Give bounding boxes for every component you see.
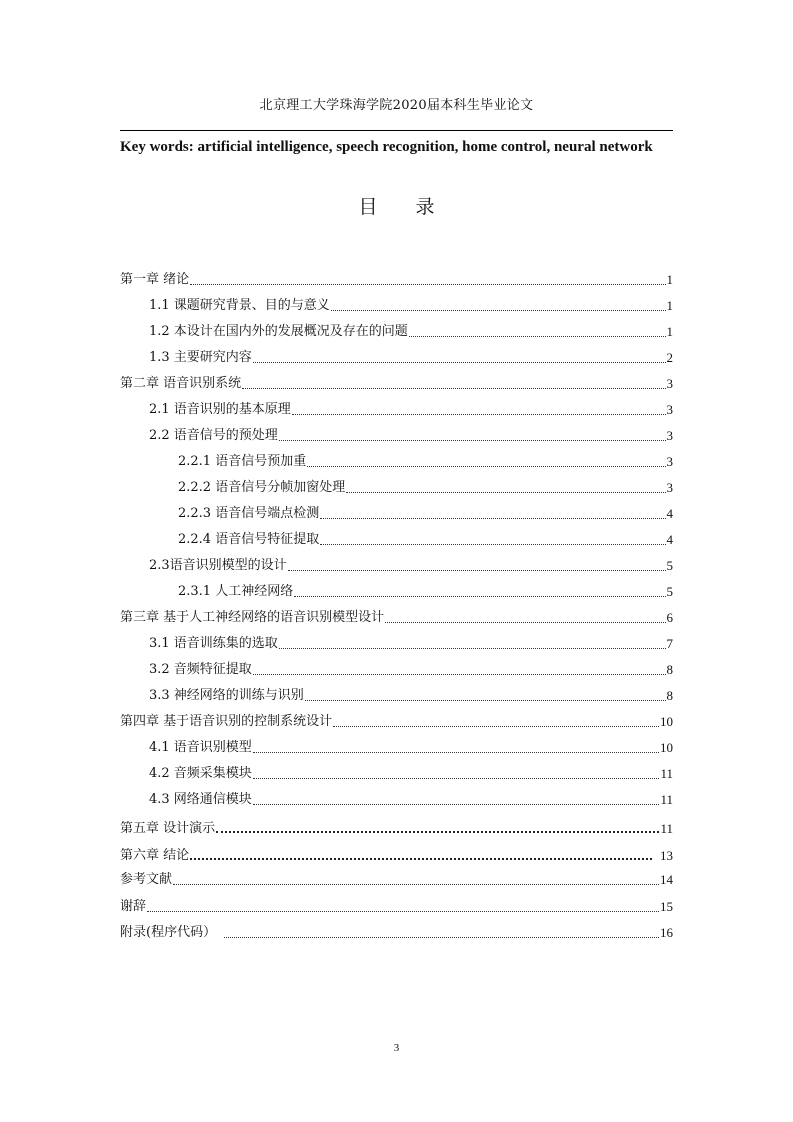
toc-entry-label: 4.1 语音识别模型 xyxy=(149,740,252,755)
toc-entry[interactable] xyxy=(178,476,673,496)
toc-entry-page: 1 xyxy=(666,324,673,339)
toc-entry-label: 2.2.4 语音信号特征提取 xyxy=(178,532,320,547)
toc-entry-page: 3 xyxy=(666,376,673,391)
toc-leader-dots xyxy=(242,387,665,389)
toc-entry-page: 13 xyxy=(660,848,673,863)
toc-entry-page: 11 xyxy=(660,821,673,836)
toc-leader-dots xyxy=(279,647,666,649)
toc-entry[interactable] xyxy=(120,268,673,288)
toc-entry[interactable] xyxy=(178,580,673,600)
toc-entry-page: 16 xyxy=(660,925,673,940)
toc-entry-page: 10 xyxy=(660,714,673,729)
toc-entry-page: 6 xyxy=(666,610,673,625)
toc-entry-label: 第一章 绪论 xyxy=(120,272,190,287)
toc-entry-label: 4.3 网络通信模块 xyxy=(149,792,252,807)
toc-entry-page: 11 xyxy=(660,792,673,807)
toc-entry-page: 11 xyxy=(660,766,673,781)
toc-leader-dots xyxy=(190,857,652,860)
toc-entry-page: 5 xyxy=(666,584,673,599)
toc-entry-page: 2 xyxy=(666,350,673,365)
toc-entry-page: 8 xyxy=(666,688,673,703)
toc-entry[interactable] xyxy=(149,294,673,314)
toc-entry-label: 3.3 神经网络的训练与识别 xyxy=(149,688,304,703)
toc-entry-page: 3 xyxy=(666,480,673,495)
toc-entry-label: 3.1 语音训练集的选取 xyxy=(149,636,278,651)
toc-leader-dots xyxy=(253,803,660,805)
toc-entry-label: 2.3语音识别模型的设计 xyxy=(149,558,287,573)
toc-leader-dots xyxy=(147,910,659,912)
toc-entry-page: 10 xyxy=(660,740,673,755)
toc-entry-label: 第五章 设计演示 xyxy=(120,821,216,836)
toc-leader-dots xyxy=(320,543,665,545)
toc-entry[interactable] xyxy=(120,844,673,864)
toc-entry-label: 附录(程序代码） xyxy=(120,925,217,940)
toc-leader-dots xyxy=(292,413,666,415)
toc-entry[interactable] xyxy=(120,817,673,837)
toc-entry-label: 第四章 基于语音识别的控制系统设计 xyxy=(120,714,333,729)
toc-entry-label: 第二章 语音识别系统 xyxy=(120,376,242,391)
toc-entry-page: 15 xyxy=(660,899,673,914)
toc-entry-label: 2.2.2 语音信号分帧加窗处理 xyxy=(178,480,346,495)
toc-entry-label: 2.2 语音信号的预处理 xyxy=(149,428,278,443)
toc-leader-dots xyxy=(253,673,666,675)
toc-entry[interactable] xyxy=(120,868,673,888)
toc-entry-label: 1.2 本设计在国内外的发展概况及存在的问题 xyxy=(149,324,408,339)
toc-entry-page: 1 xyxy=(666,298,673,313)
page-header-title: 北京理工大学珠海学院2020届本科生毕业论文 xyxy=(259,98,534,113)
toc-entry-page: 7 xyxy=(666,636,673,651)
toc-entry[interactable] xyxy=(149,788,673,808)
toc-entry-page: 4 xyxy=(666,506,673,521)
toc-entry-label: 2.1 语音识别的基本原理 xyxy=(149,402,291,417)
toc-entry[interactable] xyxy=(120,895,673,915)
toc-entry-page: 3 xyxy=(666,454,673,469)
toc-entry-page: 14 xyxy=(660,872,673,887)
toc-entry[interactable] xyxy=(178,450,673,470)
toc-entry-label: 第六章 结论 xyxy=(120,848,190,863)
toc-leader-dots xyxy=(253,777,660,779)
toc-leader-dots xyxy=(409,335,666,337)
page-number: 3 xyxy=(393,1042,400,1054)
toc-entry-label: 第三章 基于人工神经网络的语音识别模型设计 xyxy=(120,610,385,625)
toc-leader-dots xyxy=(305,699,666,701)
toc-leader-dots xyxy=(279,439,666,441)
toc-entry[interactable] xyxy=(149,554,673,574)
toc-title: 目 录 xyxy=(358,196,451,218)
toc-leader-dots xyxy=(216,830,659,833)
toc-leader-dots xyxy=(307,465,665,467)
toc-leader-dots xyxy=(190,283,665,285)
toc-entry[interactable] xyxy=(149,424,673,444)
toc-entry-page: 3 xyxy=(666,402,673,417)
toc-entry[interactable] xyxy=(120,921,673,941)
toc-entry[interactable] xyxy=(149,684,673,704)
toc-entry-label: 2.2.1 语音信号预加重 xyxy=(178,454,307,469)
toc-entry[interactable] xyxy=(149,736,673,756)
toc-entry-label: 1.3 主要研究内容 xyxy=(149,350,252,365)
toc-leader-dots xyxy=(288,569,666,571)
header-rule xyxy=(120,130,673,131)
toc-entry-label: 1.1 课题研究背景、目的与意义 xyxy=(149,298,330,313)
toc-leader-dots xyxy=(385,621,665,623)
toc-entry-label: 参考文献 xyxy=(120,872,173,887)
keywords-paragraph: Key words: artificial intelligence, speech recognition, home control, neural network xyxy=(120,139,653,155)
toc-entry-page: 4 xyxy=(666,532,673,547)
toc-leader-dots xyxy=(253,361,666,363)
toc-entry-page: 3 xyxy=(666,428,673,443)
toc-entry[interactable] xyxy=(149,632,673,652)
toc-leader-dots xyxy=(173,883,659,885)
toc-entry[interactable] xyxy=(120,372,673,392)
toc-leader-dots xyxy=(346,491,665,493)
toc-entry[interactable] xyxy=(149,658,673,678)
toc-entry[interactable] xyxy=(149,320,673,340)
toc-entry[interactable] xyxy=(120,606,673,626)
toc-entry-page: 1 xyxy=(666,272,673,287)
toc-entry[interactable] xyxy=(120,710,673,730)
toc-entry-label: 谢辞 xyxy=(120,899,147,914)
toc-entry-page: 5 xyxy=(666,558,673,573)
toc-leader-dots xyxy=(224,936,659,938)
toc-leader-dots xyxy=(333,725,659,727)
toc-entry-label: 4.2 音频采集模块 xyxy=(149,766,252,781)
toc-entry[interactable] xyxy=(149,762,673,782)
toc-entry[interactable] xyxy=(149,346,673,366)
toc-entry[interactable] xyxy=(178,502,673,522)
toc-leader-dots xyxy=(320,517,665,519)
toc-entry[interactable] xyxy=(149,398,673,418)
toc-leader-dots xyxy=(294,595,665,597)
toc-leader-dots xyxy=(331,309,666,311)
toc-entry-page: 8 xyxy=(666,662,673,677)
toc-leader-dots xyxy=(253,751,659,753)
toc-entry[interactable] xyxy=(178,528,673,548)
toc-entry-label: 2.3.1 人工神经网络 xyxy=(178,584,294,599)
toc-entry-label: 3.2 音频特征提取 xyxy=(149,662,252,677)
toc-entry-label: 2.2.3 语音信号端点检测 xyxy=(178,506,320,521)
